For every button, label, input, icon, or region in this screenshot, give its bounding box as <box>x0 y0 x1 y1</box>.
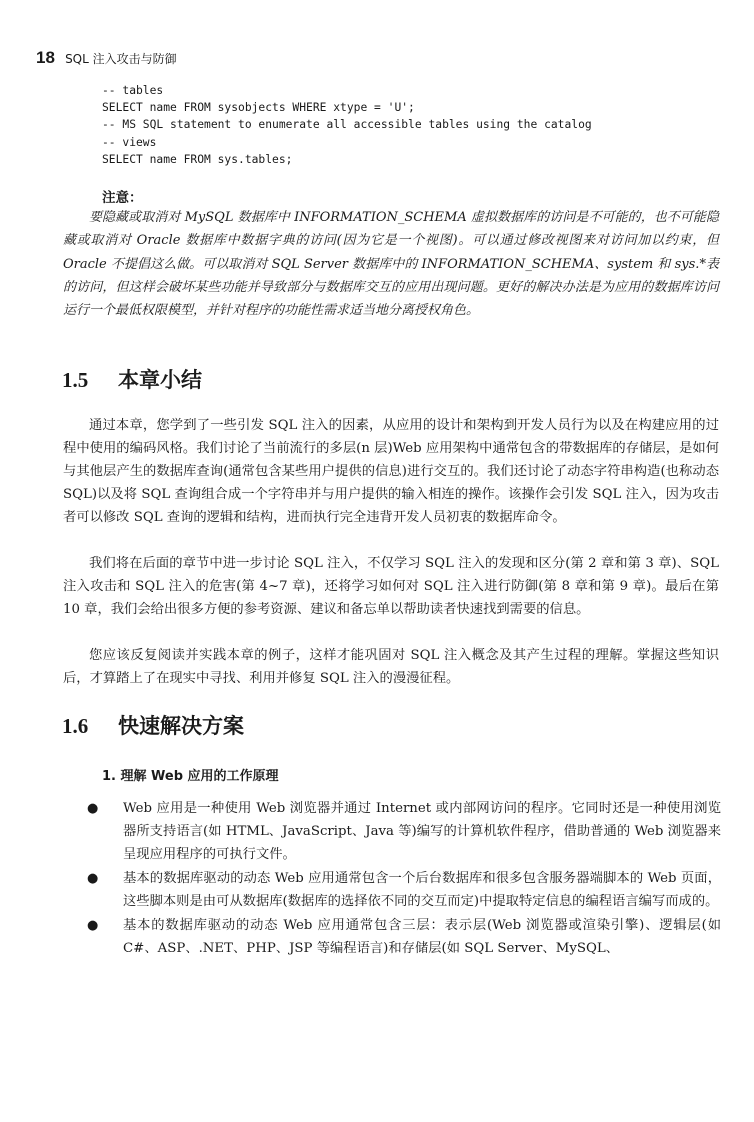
section-heading-solutions <box>62 710 244 740</box>
list-item-text: 基本的数据库驱动的动态 Web 应用通常包含一个后台数据库和很多包含服务器端脚本的 Web 页面，这些脚本则是由可从数据库(数据库的选择依不同的交互而定)中提取特定信息的编程语言编写而成的。 <box>123 871 721 909</box>
code-line: -- views <box>102 135 157 149</box>
bullet-icon: ● <box>87 918 99 933</box>
paragraph: 通过本章，您学到了一些引发 SQL 注入的因素，从应用的设计和架构到开发人员行为以及在构建应用的过程中使用的编码风格。我们讨论了当前流行的多层(n 层)Web 应用架构中通常包含的带数据库的存储层，是如何与其他层产生的数据库查询(通常包含某些用户提供的信息)进行交互的。我们还讨论了动态字符串构造(也称动态 SQL)以及将 SQL 查询组合成一个字符串并与用户提供的输入相连的操作。该操作会引发 SQL 注入，因为攻击者可以修改 SQL 查询的逻辑和结构，进而执行完全违背开发人员初衷的数据库命令。 <box>63 418 719 525</box>
code-line: SELECT name FROM sys.tables; <box>102 152 293 166</box>
paragraph: 您应该反复阅读并实践本章的例子，这样才能巩固对 SQL 注入概念及其产生过程的理解。掌握这些知识后，才算踏上了在现实中寻找、利用并修复 SQL 注入的漫漫征程。 <box>63 648 719 686</box>
code-line: -- tables <box>102 84 164 97</box>
list-item <box>63 867 721 913</box>
section-heading-summary <box>62 364 202 394</box>
list-item <box>63 914 721 960</box>
section-number: 1.5 <box>62 368 89 392</box>
section-title: 快速解决方案 <box>118 713 244 738</box>
running-header <box>36 48 177 68</box>
list-item-text: Web 应用是一种使用 Web 浏览器并通过 Internet 或内部网访问的程序。它同时还是一种使用浏览器所支持语言(如 HTML、JavaScript、Java 等)编写的计算机软件程序，借助普通的 Web 浏览器来呈现应用程序的可执行文件。 <box>123 801 721 862</box>
page-number: 18 <box>36 48 55 67</box>
list-item-text: 基本的数据库驱动的动态 Web 应用通常包含三层：表示层(Web 浏览器或渲染引擎)、逻辑层(如 C#、ASP、.NET、PHP、JSP 等编程语言)和存储层(如 SQL Server、MySQL、 <box>123 918 721 956</box>
section-number: 1.6 <box>62 714 89 738</box>
code-block <box>102 82 592 168</box>
bullet-list <box>63 797 721 961</box>
bullet-icon: ● <box>87 871 99 886</box>
bullet-icon: ● <box>87 801 99 816</box>
paragraph: 我们将在后面的章节中进一步讨论 SQL 注入，不仅学习 SQL 注入的发现和区分(第 2 章和第 3 章)、SQL 注入攻击和 SQL 注入的危害(第 4~7 章)，还将学习如何对 SQL 注入进行防御(第 8 章和第 9 章)。最后在第 10 章，我们会给出很多方便的参考资源、建议和备忘单以帮助读者快速找到需要的信息。 <box>63 556 719 617</box>
code-line: -- MS SQL statement to enumerate all accessible tables using the catalog <box>102 118 592 132</box>
subheading: 1. 理解 Web 应用的工作原理 <box>102 769 279 784</box>
note-title: 注意： <box>102 190 143 206</box>
code-line: SELECT name FROM sysobjects WHERE xtype = 'U'; <box>102 101 415 115</box>
list-item <box>63 797 721 866</box>
section-title: 本章小结 <box>118 367 202 392</box>
running-title: SQL 注入攻击与防御 <box>65 52 177 66</box>
note-text: 要隐藏或取消对 MySQL 数据库中 INFORMATION_SCHEMA 虚拟数据库的访问是不可能的，也不可能隐藏或取消对 Oracle 数据库中数据字典的访问(因为它是一个视图)。可以通过修改视图来对访问加以约束，但 Oracle 不提倡这么做。可以取消对 SQL Server 数据库中的 INFORMATION_SCHEMA、system 和 sys.*表的访问，但这样会破坏某些功能并导致部分与数据库交互的应用出现问题。更好的解决办法是为应用的数据库访问运行一个最低权限模型，并针对程序的功能性需求适当地分离授权角色。 <box>63 210 719 319</box>
